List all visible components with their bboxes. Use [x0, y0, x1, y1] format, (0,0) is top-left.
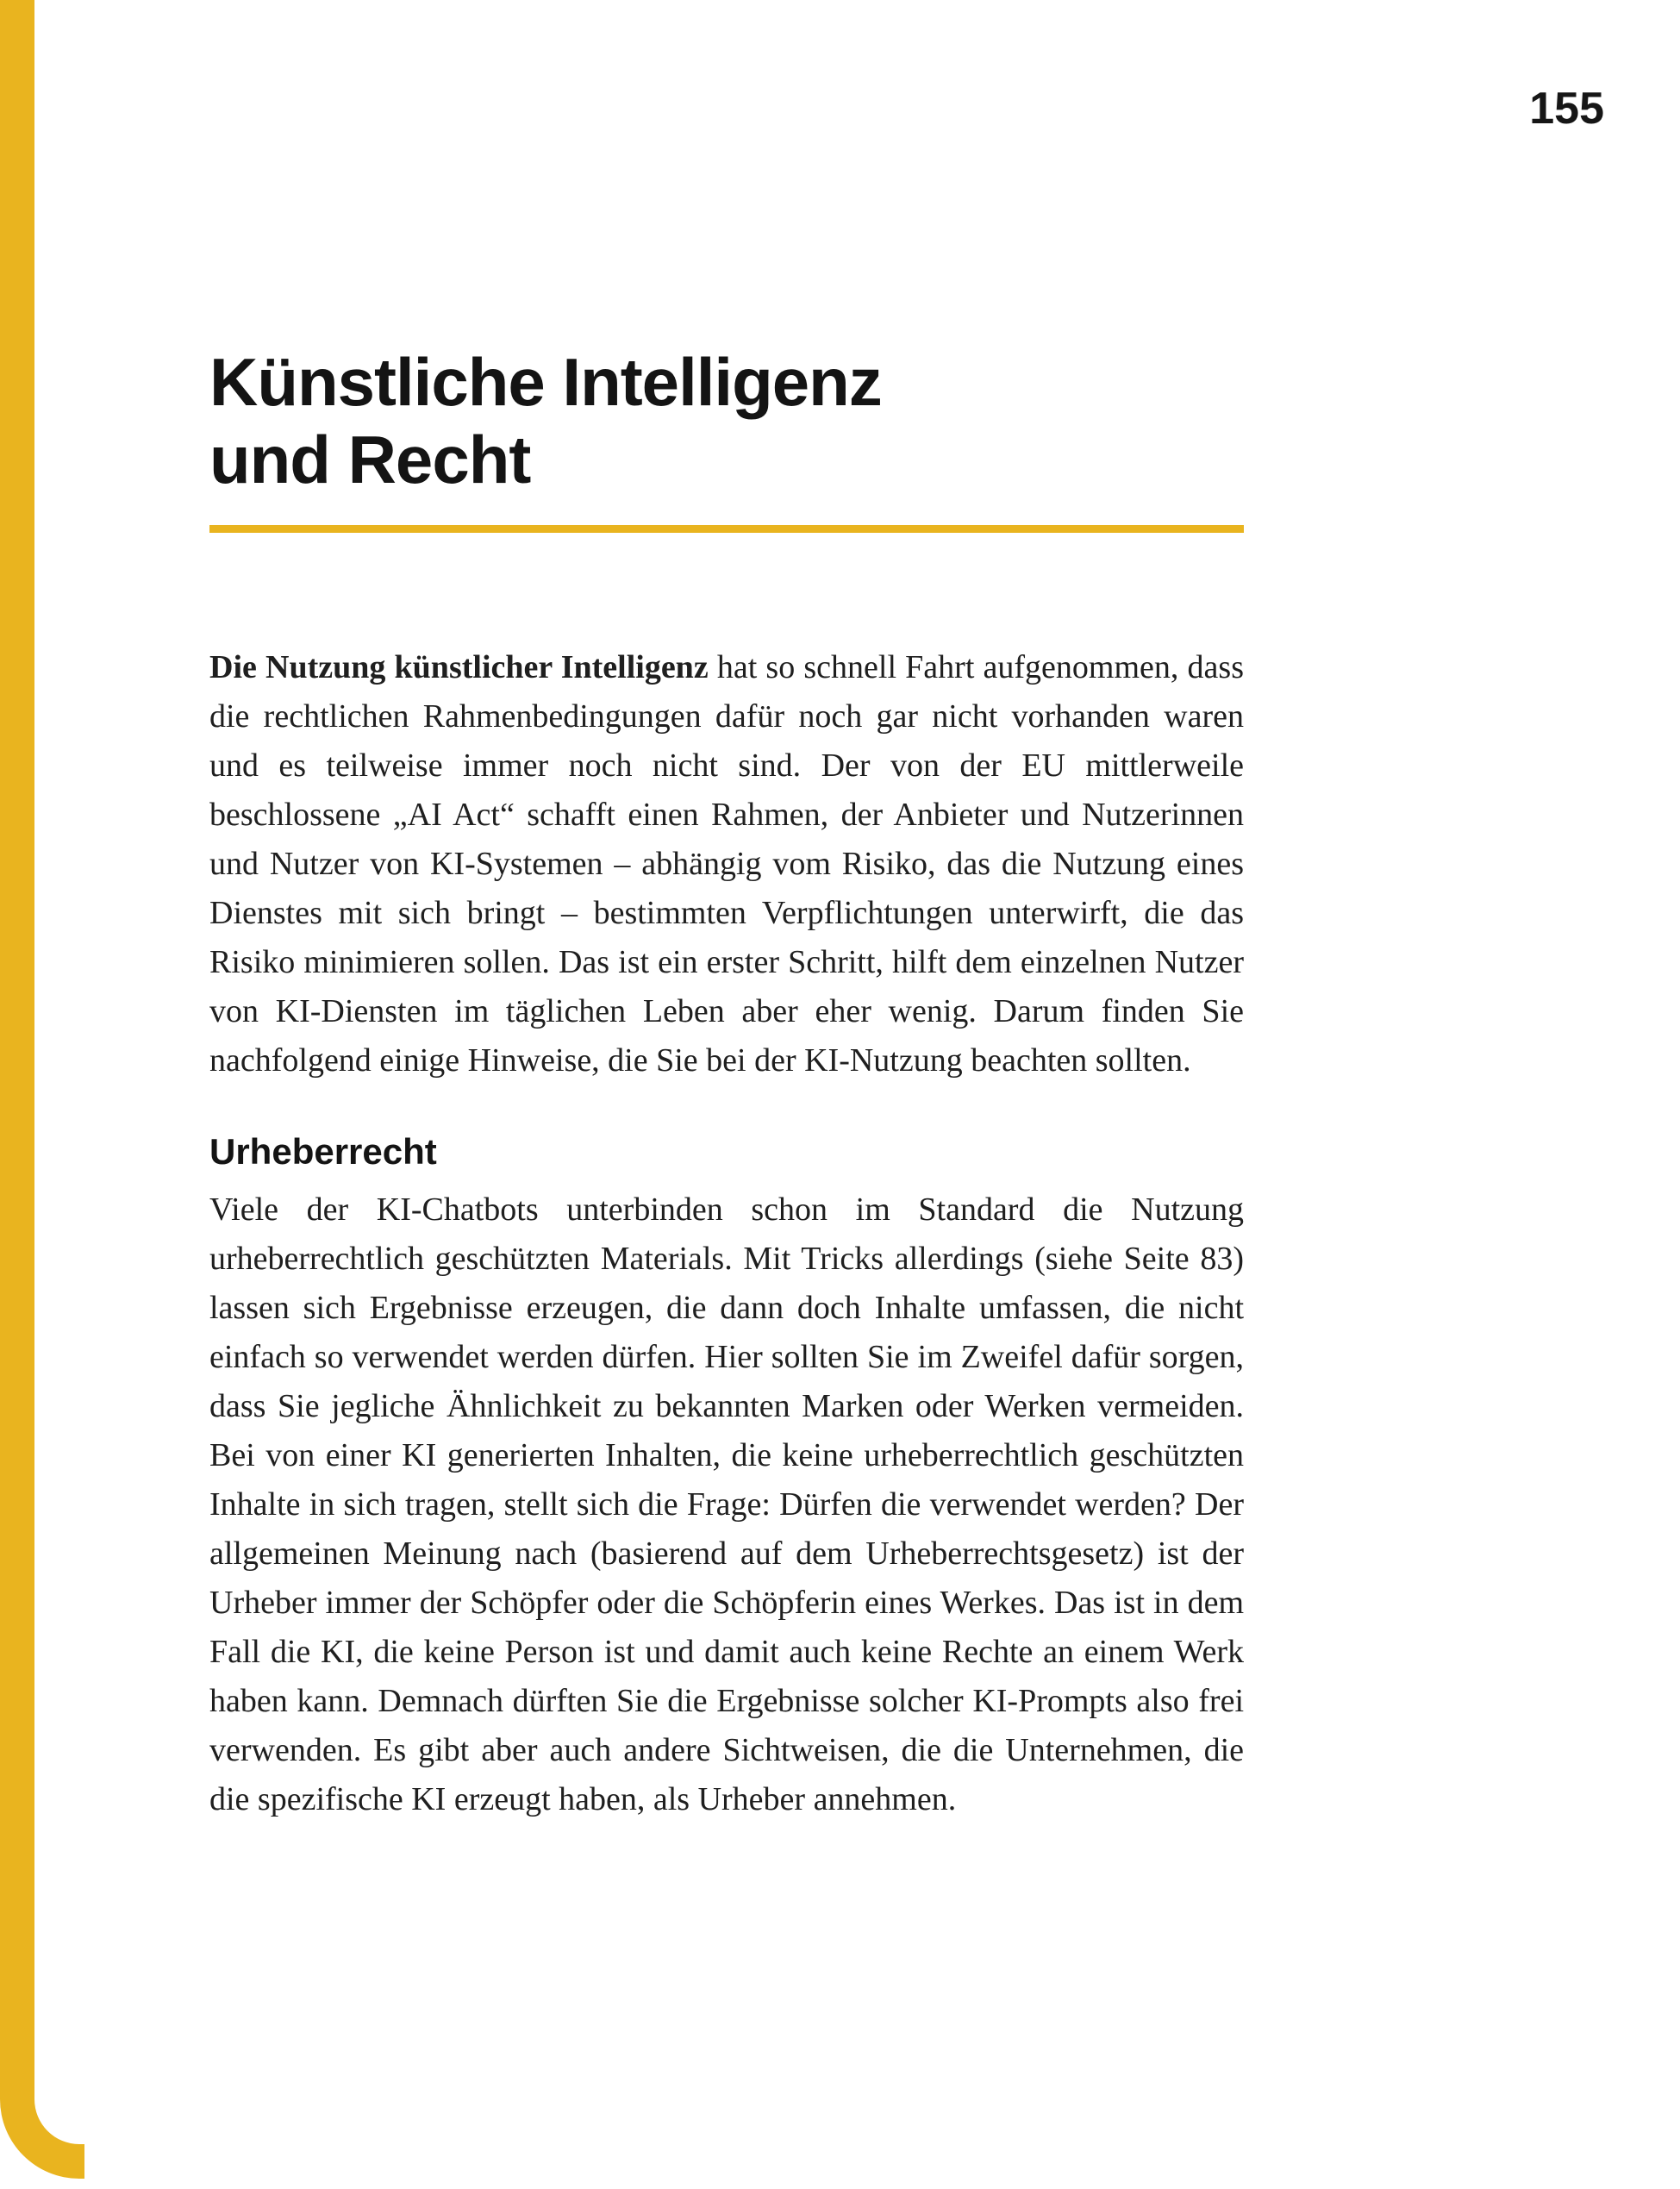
page-content	[209, 343, 1244, 1824]
section-paragraph-urheberrecht: Viele der KI-Chatbots unterbinden schon im Standard die Nutzung urheberrechtlich geschützten Materials. Mit Tricks allerdings (siehe Seite 83) lassen sich Ergebnisse erzeugen, die dann doch Inhalte umfassen, die nicht einfach so verwendet werden dürfen. Hier sollten Sie im Zweifel dafür sorgen, dass Sie jegliche Ähnlichkeit zu bekannten Marken oder Werken vermeiden. Bei von einer KI generierten Inhalten, die keine urheberrechtlich geschützten Inhalte in sich tragen, stellt sich die Frage: Dürfen die verwendet werden? Der allgemeinen Meinung nach (basierend auf dem Urheberrechtsgesetz) ist der Urheber immer der Schöpfer oder die Schöpferin eines Werkes. Das ist in dem Fall die KI, die keine Person ist und damit auch keine Rechte an einem Werk haben kann. Demnach dürften Sie die Ergebnisse solcher KI-Prompts also frei verwenden. Es gibt aber auch andere Sichtweisen, die die Unternehmen, die die spezifische KI erzeugt haben, als Urheber annehmen.	[209, 1191, 1244, 1818]
section-heading-urheberrecht: Urheberrecht	[209, 1130, 437, 1172]
chapter-title-line-2: und Recht	[209, 422, 531, 498]
chapter-title	[209, 343, 1244, 499]
page-number: 155	[1529, 84, 1604, 134]
intro-lead: Die Nutzung künstlicher Intelligenz	[209, 648, 709, 685]
title-underline	[209, 525, 1244, 533]
intro-paragraph	[209, 643, 1244, 1085]
intro-text: hat so schnell Fahrt aufgenommen, dass die rechtlichen Rahmenbedingungen dafür noch gar nicht vorhanden waren und es teilweise immer noch nicht sind. Der von der EU mittlerweile beschlossene „AI Act“ schafft einen Rahmen, der Anbieter und Nutzerinnen und Nutzer von KI-Systemen – abhängig vom Risiko, das die Nutzung eines Dienstes mit sich bringt – bestimmten Verpflichtungen unterwirft, die das Risiko minimieren sollen. Das ist ein erster Schritt, hilft dem einzelnen Nutzer von KI-Diensten im täglichen Leben aber eher wenig. Darum finden Sie nachfolgend einige Hinweise, die Sie bei der KI-Nutzung beachten sollten.	[209, 648, 1244, 1079]
page-edge-accent	[0, 0, 84, 2179]
chapter-title-line-1: Künstliche Intelligenz	[209, 344, 882, 420]
